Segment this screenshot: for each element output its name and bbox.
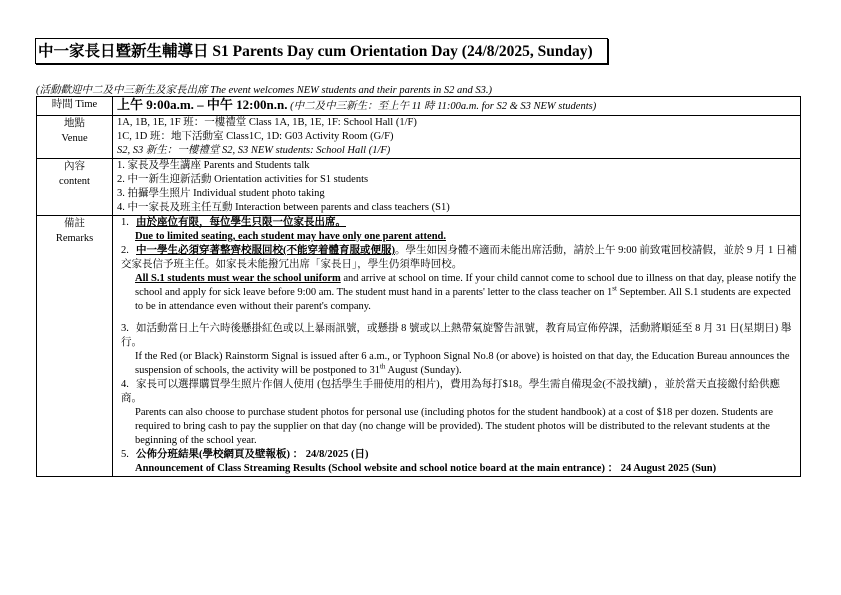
remark-2-en xyxy=(117,272,797,314)
remark-2-en-sup: st xyxy=(612,284,617,293)
welcome-note: (活動歡迎中二及中三新生及家長出席 The event welcomes NEW students and their parents in S2 and S3.) xyxy=(36,85,493,96)
remark-3-number: 3. xyxy=(121,323,129,334)
remark-2-number: 2. xyxy=(121,245,129,256)
remarks-label-cell xyxy=(37,216,113,477)
remarks-label-zh: 備註 xyxy=(64,218,85,229)
venue-label-cell xyxy=(37,116,113,159)
remark-4-zh: 家長可以選擇購買學生照片作個人使用 (包括學生手冊使用的相片)，費用為每打$18。學生需自備現金(不設找續) ，並於當天直接繳付給供應商。 xyxy=(121,379,780,404)
content-label-en: content xyxy=(59,176,90,187)
time-note: (中二及中三新生：至上午 11 時 11:00a.m. for S2 & S3 NEW students) xyxy=(287,101,597,112)
remark-1-number: 1. xyxy=(121,217,129,228)
remark-3 xyxy=(117,322,797,350)
time-value xyxy=(117,97,797,115)
remark-3-en-text: If the Red (or Black) Rainstorm Signal is issued after 6 a.m., or Typhoon Signal No.8 (or above) is hoisted on that day, the Education Bureau announces the suspension of schools, the activity will be postponed to 31 xyxy=(135,351,790,376)
remarks-label-en: Remarks xyxy=(55,233,94,244)
venue-label-zh: 地點 xyxy=(64,118,85,129)
remark-2-zh-bold: 中一學生必須穿著整齊校服回校(不能穿着體育服或便服) xyxy=(136,245,395,256)
venue-label-en: Venue xyxy=(61,133,88,144)
remark-3-zh: 如活動當日上午六時後懸掛紅色或以上暴雨訊號，或懸掛 8 號或以上熱帶氣旋警告訊號，教育局宣佈停課，活動將順延至 8 月 31 日(星期日) 舉行。 xyxy=(121,323,792,348)
time-row xyxy=(37,97,801,116)
remark-1-zh: 由於座位有限，每位學生只限一位家長出席。 xyxy=(136,217,346,228)
venue-line-3: S2, S3 新生：一樓禮堂 S2, S3 NEW students: School Hall (1/F) xyxy=(117,145,391,156)
remark-1 xyxy=(117,216,797,230)
remark-3-en-sup: th xyxy=(379,362,386,371)
remark-2 xyxy=(117,244,797,272)
time-label: 時間 Time xyxy=(51,99,98,110)
content-item-2: 2. 中一新生迎新活動 Orientation activities for S1 students xyxy=(117,174,369,185)
remark-3-en xyxy=(117,350,797,378)
time-main: 上午 9:00a.m. – 中午 12:00n.n. xyxy=(117,97,288,112)
content-items-cell xyxy=(113,159,801,216)
remark-5 xyxy=(117,448,797,462)
content-label-zh: 內容 xyxy=(64,161,85,172)
remark-3-en-end: August (Sunday). xyxy=(385,365,462,376)
event-info-table xyxy=(36,96,801,477)
remark-1-en: Due to limited seating, each student may have only one parent attend. xyxy=(135,231,447,242)
venue-line-2: 1C, 1D 班：地下活動室 Class1C, 1D: G03 Activity Room (G/F) xyxy=(117,131,394,142)
remark-2-en-bold: All S.1 students must wear the school uniform xyxy=(135,273,341,284)
remark-2-zh-rest: 。學生如因身體不適而未能出席活動，請於上午 9:00 前致電回校請假，並於 9 月 1 日補交家長信予班主任。如家長未能撥冗出席「家長日」，學生仍須準時回校。 xyxy=(121,245,797,270)
remark-4 xyxy=(117,378,797,406)
time-content-cell xyxy=(113,97,801,116)
venue-line-1: 1A, 1B, 1E, 1F 班：一樓禮堂 Class 1A, 1B, 1E, 1F: School Hall (1/F) xyxy=(117,117,417,128)
time-label-cell xyxy=(37,97,113,116)
remark-2-en-end: September. All S.1 students are expected to be in attendance even without their parent's company. xyxy=(135,287,791,312)
page-title: 中一家長日暨新生輔導日 S1 Parents Day cum Orientation Day (24/8/2025, Sunday) xyxy=(35,38,608,64)
content-row xyxy=(37,159,801,216)
remarks-row xyxy=(37,216,801,477)
content-label-cell xyxy=(37,159,113,216)
venue-row xyxy=(37,116,801,159)
remark-2-en-rest: and arrive at school on time. If your child cannot come to school due to illness on that day, please notify the school and apply for sick leave before 9:00 am. The student must hand in a parents' letter to the class teacher on 1 xyxy=(135,273,797,298)
remark-4-en: Parents can also choose to purchase student photos for personal use (including photos for the student handbook) at a cost of $18 per dozen. Students are required to bring cash to pay the supplier on that day (no change will be provided). The student photos will be distributed to the relevant students at the beginning of the school year. xyxy=(135,407,774,446)
remarks-content-cell xyxy=(113,216,801,477)
remark-5-number: 5. xyxy=(121,449,129,460)
content-item-3: 3. 拍攝學生照片 Individual student photo taking xyxy=(117,188,325,199)
content-item-4: 4. 中一家長及班主任互動 Interaction between parents and class teachers (S1) xyxy=(117,202,450,213)
content-item-1: 1. 家長及學生講座 Parents and Students talk xyxy=(117,160,310,171)
remark-5-en: Announcement of Class Streaming Results (School website and school notice board at the main entrance) ： 24 August 2025 (Sun) xyxy=(135,463,717,474)
remark-4-number: 4. xyxy=(121,379,129,390)
venue-content-cell xyxy=(113,116,801,159)
remark-5-zh: 公佈分班結果(學校網頁及壁報板) ： 24/8/2025 (日) xyxy=(136,449,369,460)
